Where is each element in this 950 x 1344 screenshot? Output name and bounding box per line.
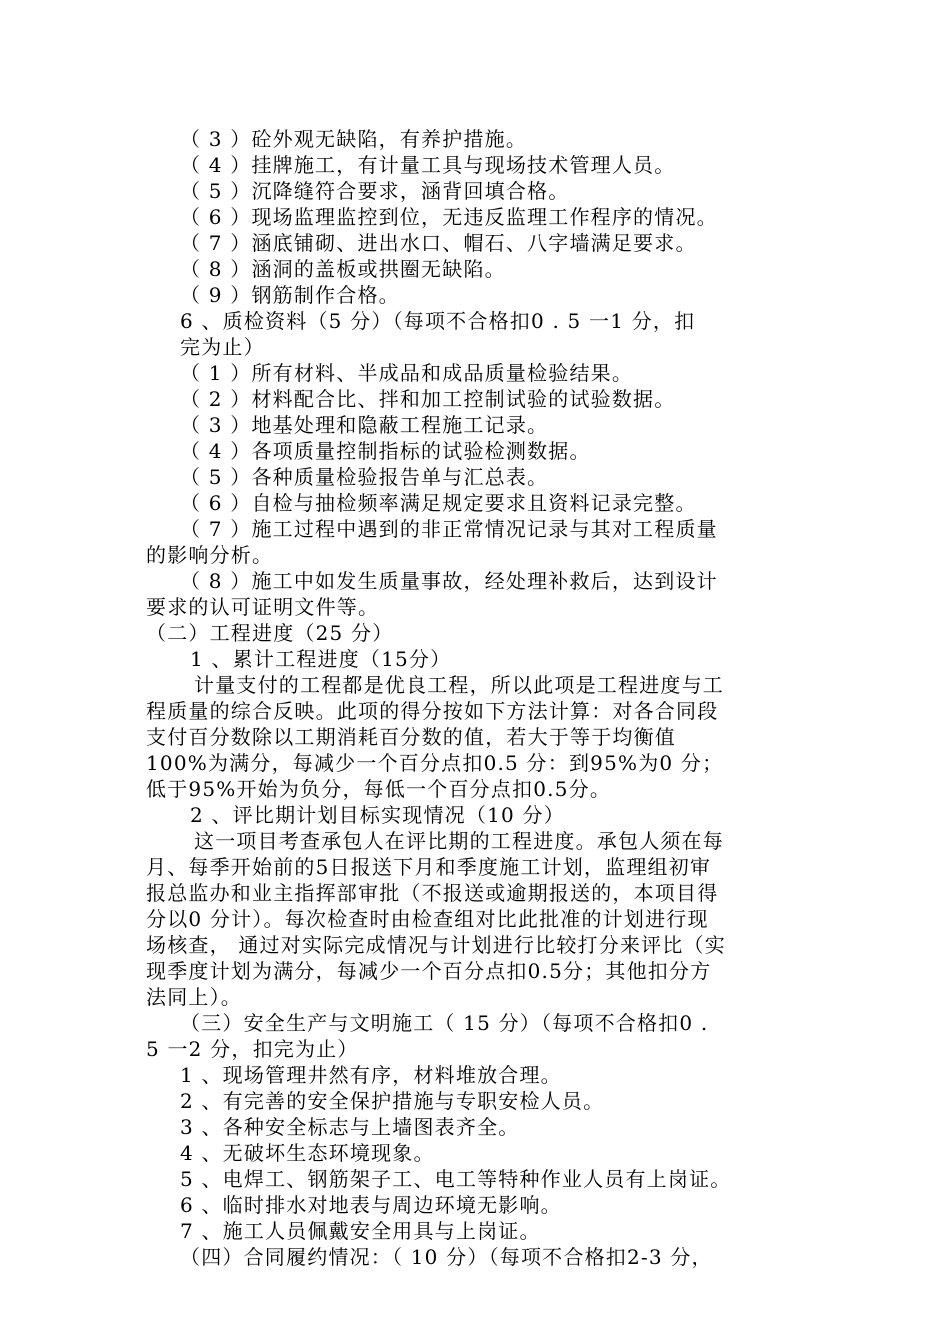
text-line: 法同上）。 [146, 985, 242, 1009]
subsection-heading: 2 、评比期计划目标实现情况（10 分） [190, 803, 565, 827]
text-line: 计量支付的工程都是优良工程，所以此项是工程进度与工 [194, 673, 724, 697]
text-line: 5 一2 分，扣完为止） [146, 1037, 359, 1061]
text-line: （ 4 ）各项质量控制指标的试验检测数据。 [180, 439, 591, 463]
text-line: 的影响分析。 [146, 543, 274, 567]
section-heading: （四）合同履约情况：（ 10 分）（每项不合格扣2-3 分， [180, 1245, 713, 1269]
text-line: （ 6 ）现场监理监控到位，无违反监理工作程序的情况。 [180, 205, 718, 229]
text-line: 完为止） [180, 335, 265, 359]
list-item: 6 、临时排水对地表与周边环境无影响。 [180, 1193, 562, 1217]
list-item: 1 、现场管理井然有序，材料堆放合理。 [180, 1063, 562, 1087]
subsection-heading: 1 、累计工程进度（15分） [190, 647, 452, 671]
text-line: （ 7 ）涵底铺砌、进出水口、帽石、八字墙满足要求。 [180, 231, 697, 255]
text-line: 月、每季开始前的5日报送下月和季度施工计划，监理组初审 [146, 855, 712, 879]
text-line: 100%为满分，每减少一个百分点扣0.5 分：到95%为0 分； [146, 751, 724, 775]
text-line: （ 1 ）所有材料、半成品和成品质量检验结果。 [180, 361, 634, 385]
text-line: 报总监办和业主指挥部审批（不报送或逾期报送的，本项目得 [146, 881, 719, 905]
text-line: （ 2 ）材料配合比、拌和加工控制试验的试验数据。 [180, 387, 676, 411]
text-line: 支付百分数除以工期消耗百分数的值，若大于等于均衡值 [146, 725, 676, 749]
text-line: 现季度计划为满分，每减少一个百分点扣0.5分；其他扣分方 [146, 959, 712, 983]
list-item: 2 、有完善的安全保护措施与专职安检人员。 [180, 1089, 605, 1113]
text-line: （ 5 ）各种质量检验报告单与汇总表。 [180, 465, 549, 489]
section-heading: 6 、质检资料（5 分）（每项不合格扣0 . 5 一1 分，扣 [180, 309, 696, 333]
text-line: （ 4 ）挂牌施工，有计量工具与现场技术管理人员。 [180, 153, 676, 177]
list-item: 4 、无破坏生态环境现象。 [180, 1141, 435, 1165]
list-item: 3 、各种安全标志与上墙图表齐全。 [180, 1115, 520, 1139]
text-line: （ 8 ）施工中如发生质量事故，经处理补救后，达到设计 [180, 569, 718, 593]
text-line: （ 7 ）施工过程中遇到的非正常情况记录与其对工程质量 [180, 517, 718, 541]
list-item: 7 、施工人员佩戴安全用具与上岗证。 [180, 1219, 541, 1243]
text-line: （ 8 ）涵洞的盖板或拱圈无缺陷。 [180, 257, 506, 281]
list-item: 5 、电焊工、钢筋架子工、电工等特种作业人员有上岗证。 [180, 1167, 732, 1191]
section-heading: （二）工程进度（25 分） [146, 621, 394, 645]
text-line: （ 3 ）砼外观无缺陷，有养护措施。 [180, 127, 528, 151]
text-line: 程质量的综合反映。此项的得分按如下方法计算：对各合同段 [146, 699, 719, 723]
text-line: （ 6 ）自检与抽检频率满足规定要求且资料记录完整。 [180, 491, 697, 515]
text-line: 分以0 分计）。每次检查时由检查组对比此批准的计划进行现 [146, 907, 709, 931]
text-line: 要求的认可证明文件等。 [146, 595, 380, 619]
text-line: （ 3 ）地基处理和隐蔽工程施工记录。 [180, 413, 549, 437]
text-line: 这一项目考查承包人在评比期的工程进度。承包人须在每 [194, 829, 724, 853]
text-line: 低于95%开始为负分，每低一个百分点扣0.5分。 [146, 777, 612, 801]
text-line: 场核查， 通过对实际完成情况与计划进行比较打分来评比（实 [146, 933, 726, 957]
text-line: （ 5 ）沉降缝符合要求，涵背回填合格。 [180, 179, 570, 203]
text-line: （ 9 ）钢筋制作合格。 [180, 283, 400, 307]
section-heading: （三）安全生产与文明施工（ 15 分）（每项不合格扣0 . [180, 1011, 709, 1035]
